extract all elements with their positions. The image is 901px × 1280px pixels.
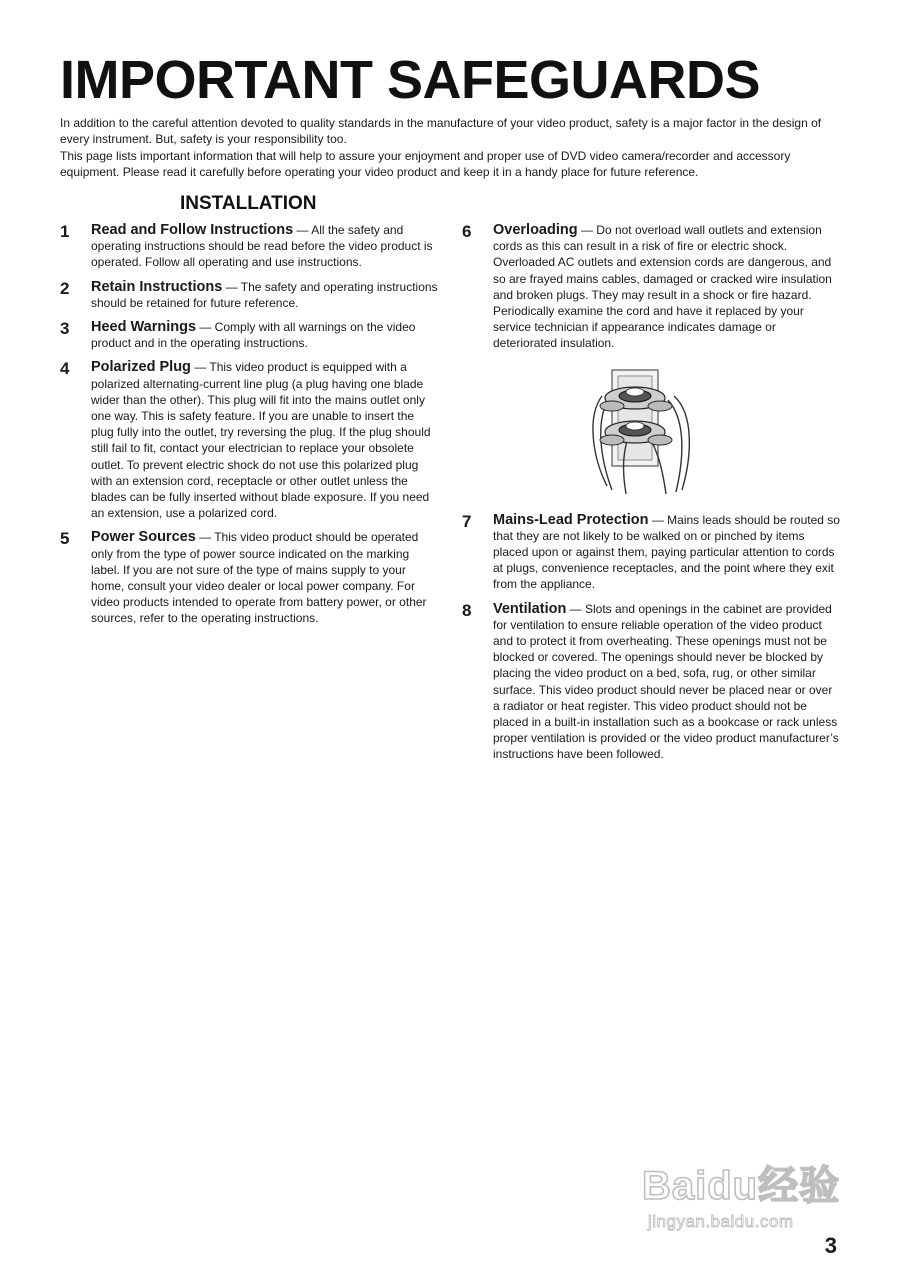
page-title: IMPORTANT SAFEGUARDS (60, 50, 760, 110)
item-heading: Read and Follow Instructions (91, 222, 294, 238)
item-body: — Mains leads should be routed so that they are not likely to be walked on or pinched by items placed upon or against them, paying particular attention to cords at plugs, convenience receptacles, and the point where they exit from the appliance. (493, 512, 840, 592)
section-heading: INSTALLATION (180, 193, 317, 214)
item-heading: Ventilation (493, 600, 567, 617)
safeguard-item (60, 529, 440, 626)
item-heading: Polarized Plug (91, 359, 191, 376)
item-body: — This video product is equipped with a polarized alternating-current line plug (a plug having one blade wider than the other). This plug will fit into the mains outlet only one way. This is safety feature. If you are unable to insert the plug fully into the outlet, try reversing the plug. If the plug should still fail to fit, contact your electrician to replace your obsolete outlet. To prevent electric shock do not use this polarized plug with an extension cord, receptacle or other outlet unless the blades can be fully inserted without blade exposure. If you need an extension, use a polarized cord. (91, 360, 431, 521)
item-number: 5 (60, 529, 70, 549)
item-heading: Retain Instructions (91, 278, 223, 295)
watermark-url: jingyan.baidu.com (648, 1212, 794, 1231)
left-column (60, 222, 440, 627)
intro-paragraph-2: This page lists important information that will help to assure your enjoyment and proper use of DVD video camera/recorder and accessory equipment. Please read it carefully before operating your video product and keep it in a handy place for future reference. (60, 148, 791, 179)
item-body: — The safety and operating instructions should be retained for future reference. (91, 279, 438, 310)
item-number: 4 (60, 359, 70, 379)
safeguard-item (462, 512, 842, 593)
item-heading: Mains-Lead Protection (493, 511, 649, 528)
safeguard-item (462, 222, 842, 352)
item-number: 6 (462, 222, 472, 241)
overloaded-outlet-illustration (582, 366, 722, 498)
intro-text (60, 115, 850, 180)
item-number: 2 (60, 278, 70, 298)
item-body: — Comply with all warnings on the video product and in the operating instructions. (91, 320, 416, 351)
intro-paragraph-1: In addition to the careful attention devoted to quality standards in the manufacture of your video product, safety is a major factor in the design of every instrument. But, safety is your responsibility too. (60, 116, 822, 147)
item-body: — Do not overload wall outlets and extension cords as this can result in a risk of fire or electric shock. Overloaded AC outlets and extension cords are dangerous, and so are frayed mains cables, damaged or cracked wire insulation and broken plugs. They may result in a shock or fire hazard. Periodically examine the cord and have it replaced by your service technician if appearance indicates damage or deteriorated insulation. (493, 223, 832, 351)
watermark-logo: Baidu经验 (642, 1164, 841, 1208)
baidu-watermark (640, 1148, 850, 1238)
item-body: — This video product should be operated only from the type of power source indicated on the marking label. If you are not sure of the type of mains supply to your home, consult your video dealer or local power company. For video products intended to operate from battery power, or other sources, refer to the operating instructions. (91, 530, 427, 626)
right-column (462, 222, 842, 763)
item-number: 7 (462, 511, 472, 531)
safeguard-item (462, 601, 842, 763)
item-heading: Heed Warnings (91, 319, 197, 336)
item-number: 1 (60, 222, 70, 241)
item-number: 8 (462, 600, 472, 620)
item-body: — Slots and openings in the cabinet are provided for ventilation to ensure reliable operation of the video product and to protect it from overheating. These openings must not be blocked or covered. The openings should never be blocked by placing the video product on a bed, sofa, rug, or other similar surface. This video product should never be placed near or over a radiator or heat register. This video product should not be placed in a built-in installation such as a bookcase or rack unless proper ventilation is provided or the video product manufacturer’s instructions have been followed. (493, 601, 839, 762)
item-heading: Power Sources (91, 529, 196, 546)
safeguard-item (60, 359, 440, 521)
safeguard-item (60, 319, 440, 351)
item-heading: Overloading (493, 222, 578, 238)
item-body: — All the safety and operating instructions should be read before the video product is operated. Follow all operating and use instructions. (91, 223, 433, 270)
safeguard-item (60, 222, 440, 271)
page-number: 3 (824, 1233, 837, 1258)
item-number: 3 (60, 319, 70, 339)
safeguard-item (60, 279, 440, 311)
overloaded-outlet-icon (582, 366, 722, 498)
